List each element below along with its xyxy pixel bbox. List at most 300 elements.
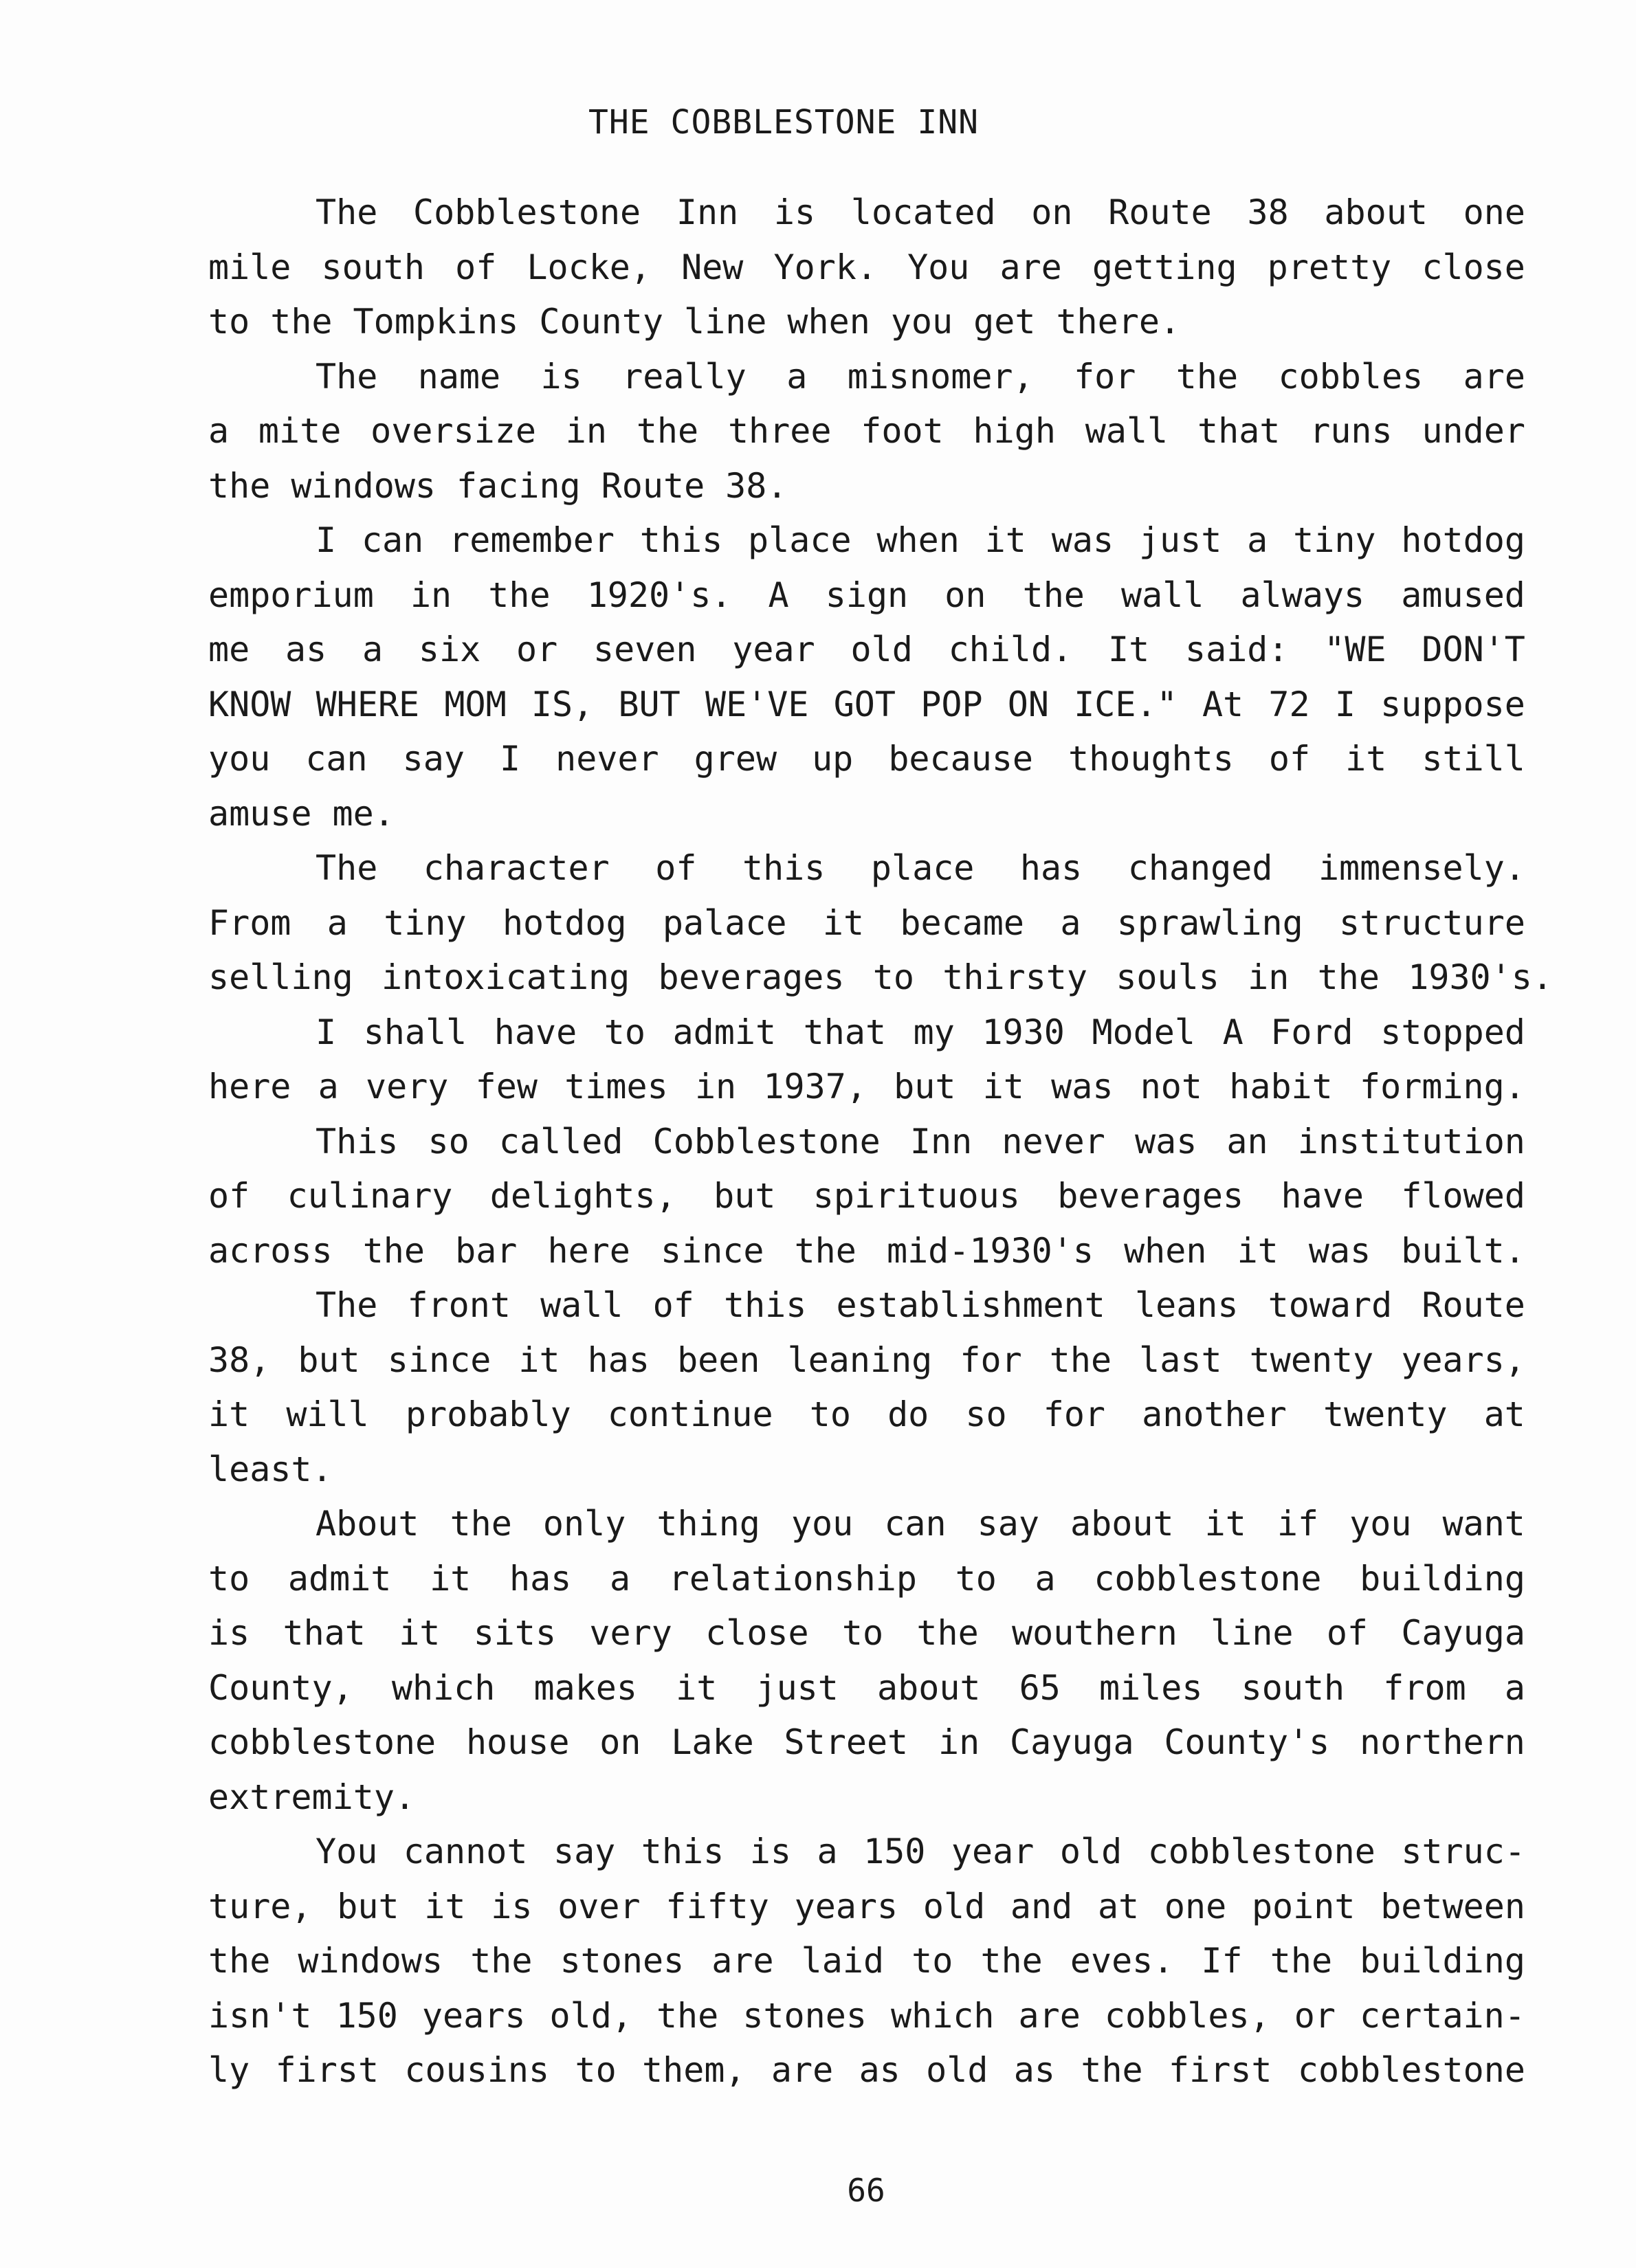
word: thing xyxy=(656,1504,760,1544)
word: in xyxy=(938,1722,980,1762)
word: the xyxy=(208,1941,271,1981)
word: want xyxy=(1442,1504,1525,1544)
word: County xyxy=(539,302,663,342)
word: bar xyxy=(455,1230,518,1271)
word: a xyxy=(817,1832,838,1871)
word: cannot xyxy=(403,1832,528,1871)
word: in xyxy=(410,575,452,615)
text-line xyxy=(208,1443,1525,1498)
word: amused xyxy=(1401,575,1525,615)
word: 1930 xyxy=(982,1012,1065,1052)
word: 1920's. xyxy=(586,575,732,615)
word: it xyxy=(984,520,1026,560)
word: character xyxy=(423,848,610,888)
word: can xyxy=(884,1504,947,1544)
word: are xyxy=(999,247,1062,287)
page-title: THE COBBLESTONE INN xyxy=(588,103,980,142)
word: are xyxy=(771,2050,834,2090)
word: Route xyxy=(1108,192,1212,232)
word: I xyxy=(1334,684,1356,724)
word: never xyxy=(555,739,659,779)
word: of xyxy=(1326,1613,1369,1653)
word: the xyxy=(208,465,271,506)
word: probably xyxy=(405,1394,571,1434)
word: You xyxy=(907,247,970,287)
word: not xyxy=(1140,1067,1203,1107)
word: are xyxy=(1018,1995,1081,2036)
word: under xyxy=(1422,411,1525,451)
word: getting xyxy=(1092,247,1237,287)
word: DON'T xyxy=(1422,630,1525,669)
word: a xyxy=(362,630,384,669)
word: least. xyxy=(208,1449,333,1489)
word: is xyxy=(773,192,816,232)
word: few xyxy=(475,1067,538,1107)
word: 72 xyxy=(1268,684,1310,724)
word: POP xyxy=(920,684,983,724)
word: was xyxy=(1134,1121,1197,1161)
word: for xyxy=(960,1339,1022,1380)
word: years xyxy=(794,1886,898,1926)
word: Tompkins xyxy=(353,302,519,342)
word: years xyxy=(421,1995,526,2036)
word: souls xyxy=(1116,957,1219,997)
word: never xyxy=(1002,1121,1105,1161)
word: is xyxy=(540,356,582,397)
word: years, xyxy=(1401,1339,1525,1380)
word: first xyxy=(275,2050,379,2090)
word: became xyxy=(900,902,1025,943)
word: admit xyxy=(287,1558,392,1599)
word: as xyxy=(859,2050,900,2090)
word: building xyxy=(1360,1558,1525,1599)
word: I xyxy=(316,520,337,560)
page-number: 66 xyxy=(847,2172,885,2209)
word: 38, xyxy=(208,1339,271,1380)
word: flowed xyxy=(1401,1176,1525,1216)
word: intoxicating xyxy=(382,957,630,997)
word: me. xyxy=(332,793,395,834)
word: it xyxy=(1204,1504,1246,1544)
word: always xyxy=(1240,575,1365,615)
word: old, xyxy=(549,1995,632,2036)
word: say xyxy=(402,739,465,779)
word: old xyxy=(1059,1832,1123,1871)
word: Street xyxy=(784,1722,909,1762)
text-line xyxy=(208,568,1525,623)
word: has xyxy=(1019,848,1083,888)
word: wouthern xyxy=(1012,1613,1178,1653)
word: in xyxy=(565,411,608,451)
word: tiny xyxy=(1293,520,1376,560)
word: cousins xyxy=(404,2050,550,2090)
word: Inn xyxy=(676,192,739,232)
word: old xyxy=(850,630,913,669)
word: was xyxy=(1308,1230,1371,1271)
word: are xyxy=(1463,356,1525,397)
word: on xyxy=(944,575,986,615)
word: which xyxy=(391,1667,496,1708)
word: line xyxy=(683,302,767,342)
word: to xyxy=(208,1558,250,1599)
word: a xyxy=(1504,1667,1525,1708)
word: that xyxy=(803,1012,887,1052)
word: beverages xyxy=(658,957,845,997)
word: The xyxy=(316,192,378,232)
text-line xyxy=(208,404,1525,459)
word: admit xyxy=(672,1012,777,1052)
word: this xyxy=(641,1832,725,1871)
word: just xyxy=(1138,520,1222,560)
word: cobblestone xyxy=(1147,1832,1375,1871)
text-line xyxy=(208,1770,1525,1825)
word: it xyxy=(676,1667,718,1708)
word: of xyxy=(1268,739,1311,779)
word: KNOW xyxy=(208,684,291,724)
text-line xyxy=(208,513,1525,568)
word: called xyxy=(498,1121,623,1161)
text-line xyxy=(208,1934,1525,1989)
word: a xyxy=(1247,520,1268,560)
word: has xyxy=(587,1339,650,1380)
word: From xyxy=(208,902,291,943)
word: in xyxy=(694,1067,737,1107)
word: hotdog xyxy=(502,902,627,943)
word: establishment xyxy=(836,1285,1105,1325)
word: are xyxy=(711,1941,774,1981)
word: will xyxy=(286,1394,369,1434)
word: it xyxy=(399,1613,441,1653)
word: mite xyxy=(258,411,342,451)
text-line xyxy=(208,1388,1525,1443)
word: mid-1930's xyxy=(886,1230,1094,1271)
text-line xyxy=(208,350,1525,405)
word: forming. xyxy=(1360,1067,1525,1107)
word: Route xyxy=(601,465,705,506)
word: I xyxy=(316,1012,337,1052)
text-line xyxy=(208,1880,1525,1935)
word: which xyxy=(890,1995,995,2036)
word: this xyxy=(723,1285,807,1325)
word: if xyxy=(1276,1504,1319,1544)
word: Inn xyxy=(909,1121,973,1161)
word: miles xyxy=(1099,1667,1203,1708)
word: you xyxy=(1349,1504,1412,1544)
text-line xyxy=(208,1989,1525,2044)
word: wall xyxy=(1085,411,1169,451)
word: This xyxy=(316,1121,399,1161)
word: that xyxy=(283,1613,366,1653)
word: shall xyxy=(363,1012,467,1052)
word: struc- xyxy=(1401,1832,1525,1871)
word: located xyxy=(850,192,996,232)
word: laid xyxy=(801,1941,885,1981)
text-line xyxy=(208,1333,1525,1388)
text-line xyxy=(208,1661,1525,1716)
word: it xyxy=(822,902,865,943)
word: thoughts xyxy=(1068,739,1234,779)
text-line xyxy=(208,241,1525,296)
word: 150 xyxy=(335,1995,398,2036)
word: the xyxy=(362,1230,425,1271)
word: The xyxy=(316,1285,378,1325)
word: GOT xyxy=(833,684,896,724)
word: one xyxy=(1164,1886,1227,1926)
word: building xyxy=(1360,1941,1525,1981)
word: to xyxy=(575,2050,617,2090)
word: the xyxy=(1175,356,1239,397)
word: say xyxy=(977,1504,1039,1544)
word: hotdog xyxy=(1401,520,1525,560)
word: Route xyxy=(1422,1285,1525,1325)
word: the xyxy=(270,302,333,342)
word: Cobblestone xyxy=(652,1121,881,1161)
word: it xyxy=(1345,739,1387,779)
word: was xyxy=(1051,520,1114,560)
word: Cayuga xyxy=(1010,1722,1134,1762)
word: 1937, xyxy=(763,1067,867,1107)
word: it xyxy=(518,1339,560,1380)
word: the xyxy=(794,1230,856,1271)
word: Lake xyxy=(671,1722,754,1762)
word: structure xyxy=(1339,902,1525,943)
word: selling xyxy=(208,957,353,997)
word: since xyxy=(660,1230,764,1271)
text-line xyxy=(208,1005,1525,1060)
text-line xyxy=(208,295,1525,350)
text-line xyxy=(208,1606,1525,1661)
word: 38. xyxy=(725,465,788,506)
word: was xyxy=(1051,1067,1114,1107)
word: sign xyxy=(825,575,909,615)
word: this xyxy=(639,520,723,560)
word: IS, xyxy=(531,684,594,724)
word: times xyxy=(564,1067,668,1107)
word: twenty xyxy=(1323,1394,1448,1434)
word: an xyxy=(1226,1121,1268,1161)
word: delights, xyxy=(489,1176,676,1216)
word: the xyxy=(450,1504,512,1544)
word: the xyxy=(1270,1941,1333,1981)
word: eves. xyxy=(1070,1941,1174,1981)
word: stopped xyxy=(1380,1012,1525,1052)
word: institution xyxy=(1297,1121,1525,1161)
text-line xyxy=(208,1278,1525,1333)
word: "WE xyxy=(1324,630,1386,669)
word: ON xyxy=(1007,684,1049,724)
word: stones xyxy=(560,1941,685,1981)
word: it xyxy=(1237,1230,1279,1271)
text-line xyxy=(208,2043,1525,2098)
word: ly xyxy=(208,2050,250,2090)
word: windows xyxy=(291,465,436,506)
word: very xyxy=(366,1067,449,1107)
word: because xyxy=(888,739,1034,779)
word: point xyxy=(1251,1886,1356,1926)
word: the xyxy=(1317,957,1380,997)
word: over xyxy=(557,1886,641,1926)
word: been xyxy=(677,1339,760,1380)
word: them, xyxy=(642,2050,746,2090)
word: to xyxy=(604,1012,645,1052)
word: runs xyxy=(1309,411,1393,451)
word: certain- xyxy=(1360,1995,1525,2036)
word: first xyxy=(1169,2050,1272,2090)
word: on xyxy=(599,1722,641,1762)
word: place xyxy=(748,520,852,560)
word: it xyxy=(208,1394,250,1434)
word: to xyxy=(955,1558,997,1599)
word: close xyxy=(1422,247,1525,287)
word: stones xyxy=(742,1995,867,2036)
word: really xyxy=(622,356,747,397)
word: to xyxy=(841,1613,884,1653)
word: very xyxy=(589,1613,672,1653)
word: misnomer, xyxy=(847,356,1034,397)
word: the xyxy=(1022,575,1085,615)
word: six xyxy=(418,630,481,669)
word: at xyxy=(1097,1886,1140,1926)
word: The xyxy=(316,356,378,397)
text-line xyxy=(208,1060,1525,1115)
word: If xyxy=(1201,1941,1243,1981)
word: say xyxy=(553,1832,616,1871)
word: about xyxy=(1324,192,1428,232)
word: is xyxy=(208,1613,250,1653)
word: only xyxy=(542,1504,626,1544)
word: leaning xyxy=(787,1339,933,1380)
word: extremity. xyxy=(208,1777,416,1817)
text-line xyxy=(208,1224,1525,1279)
word: changed xyxy=(1127,848,1273,888)
word: year xyxy=(951,1832,1035,1871)
word: the xyxy=(1081,2050,1143,2090)
word: I xyxy=(499,739,521,779)
word: or xyxy=(516,630,558,669)
word: have xyxy=(494,1012,577,1052)
text-line xyxy=(208,623,1525,678)
word: house xyxy=(465,1722,570,1762)
word: County, xyxy=(208,1667,353,1708)
word: but xyxy=(337,1886,399,1926)
word: a xyxy=(327,902,348,943)
word: toward xyxy=(1268,1285,1393,1325)
word: my xyxy=(913,1012,955,1052)
word: on xyxy=(1031,192,1073,232)
text-line xyxy=(208,459,1525,514)
word: line xyxy=(1211,1613,1294,1653)
word: as xyxy=(285,630,327,669)
word: The xyxy=(316,848,378,888)
word: but xyxy=(298,1339,360,1380)
text-line xyxy=(208,1115,1525,1170)
word: relationship xyxy=(668,1558,917,1599)
word: BUT xyxy=(618,684,681,724)
word: to xyxy=(872,957,914,997)
word: name xyxy=(417,356,501,397)
word: sits xyxy=(473,1613,557,1653)
word: immensely. xyxy=(1318,848,1525,888)
word: At xyxy=(1202,684,1244,724)
word: year xyxy=(732,630,815,669)
word: emporium xyxy=(208,575,374,615)
word: about xyxy=(1070,1504,1174,1544)
word: old xyxy=(926,2050,988,2090)
word: New xyxy=(681,247,744,287)
word: the xyxy=(916,1613,979,1653)
word: a xyxy=(786,356,808,397)
word: It xyxy=(1107,630,1150,669)
word: fifty xyxy=(665,1886,769,1926)
word: high xyxy=(973,411,1056,451)
word: 150 xyxy=(863,1832,926,1871)
word: it xyxy=(424,1886,466,1926)
word: foot xyxy=(861,411,944,451)
word: close xyxy=(705,1613,809,1653)
word: facing xyxy=(456,465,581,506)
word: and xyxy=(1010,1886,1073,1926)
text-line xyxy=(208,1552,1525,1607)
word: when xyxy=(876,520,960,560)
word: grew xyxy=(694,739,777,779)
text-line xyxy=(208,896,1525,951)
word: Ford xyxy=(1270,1012,1353,1052)
word: County's xyxy=(1164,1722,1330,1762)
word: ICE." xyxy=(1074,684,1178,724)
word: A xyxy=(1222,1012,1243,1052)
word: ture, xyxy=(208,1886,312,1926)
word: a xyxy=(1035,1558,1056,1599)
word: cobblestone xyxy=(1297,2050,1525,2090)
word: there. xyxy=(1056,302,1181,342)
word: still xyxy=(1422,739,1525,779)
word: tiny xyxy=(384,902,467,943)
word: beverages xyxy=(1057,1176,1244,1216)
word: isn't xyxy=(208,1995,312,2036)
word: said: xyxy=(1184,630,1289,669)
word: for xyxy=(1043,1394,1106,1434)
word: the xyxy=(488,575,551,615)
word: of xyxy=(655,848,697,888)
word: suppose xyxy=(1380,684,1525,724)
word: twenty xyxy=(1249,1339,1374,1380)
word: Locke, xyxy=(527,247,652,287)
word: so xyxy=(428,1121,469,1161)
text-line xyxy=(208,841,1525,896)
word: here xyxy=(547,1230,630,1271)
word: at xyxy=(1483,1394,1525,1434)
text-line xyxy=(208,1497,1525,1552)
word: the xyxy=(1049,1339,1112,1380)
word: up xyxy=(812,739,854,779)
word: just xyxy=(755,1667,839,1708)
word: northern xyxy=(1360,1722,1525,1762)
word: the xyxy=(636,411,699,451)
word: You xyxy=(316,1832,378,1871)
text-line xyxy=(208,1825,1525,1880)
word: to xyxy=(911,1941,953,1981)
word: south xyxy=(321,247,425,287)
word: so xyxy=(965,1394,1007,1434)
word: About xyxy=(316,1504,419,1544)
word: Cayuga xyxy=(1401,1613,1525,1653)
word: wall xyxy=(540,1285,623,1325)
word: MOM xyxy=(444,684,507,724)
word: amuse xyxy=(208,793,312,834)
word: palace xyxy=(662,902,787,943)
word: mile xyxy=(208,247,291,287)
word: between xyxy=(1380,1886,1525,1926)
